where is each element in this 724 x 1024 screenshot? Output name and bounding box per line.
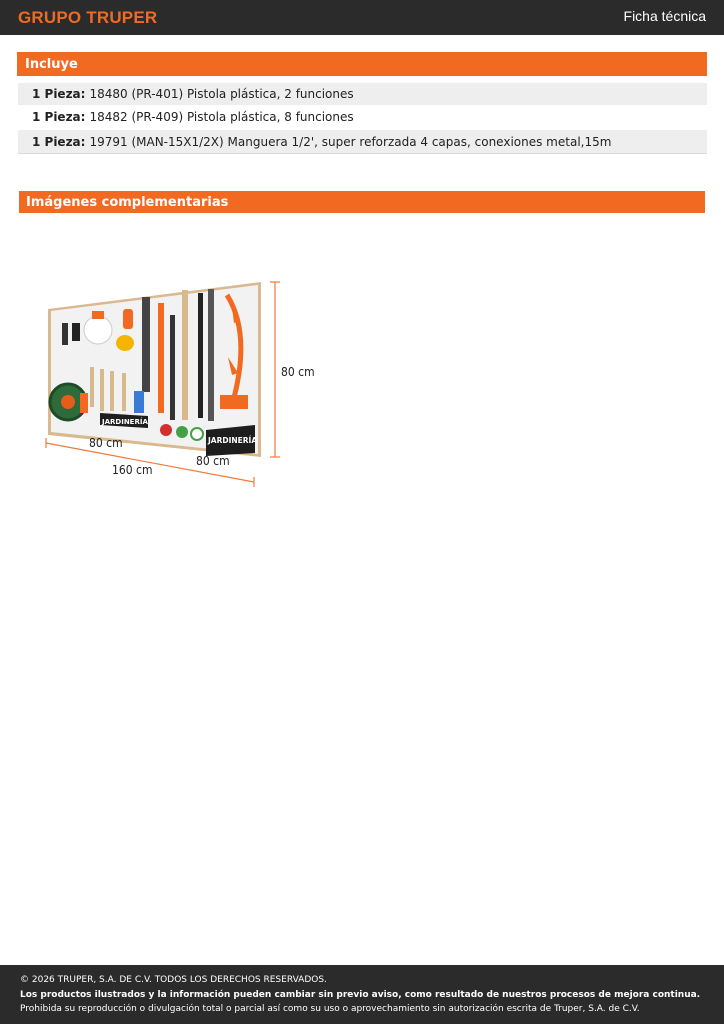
- product-image-panel: [40, 275, 330, 490]
- panel-sign-left: JARDINERÍA: [102, 418, 148, 426]
- page-footer: [0, 965, 724, 1024]
- include-item: [18, 130, 707, 154]
- item-description: 18480 (PR-401) Pistola plástica, 2 funciones: [89, 87, 354, 101]
- dimension-depth-right: 80 cm: [196, 454, 230, 468]
- top-bar: [0, 0, 724, 35]
- footer-legal: Prohibida su reproducción o divulgación total o parcial así como su uso o aprovechamiento sin autorización escrita de Truper, S.A. de C.V.: [20, 1004, 640, 1014]
- item-description: 18482 (PR-409) Pistola plástica, 8 funciones: [89, 110, 354, 124]
- brand-logo: GRUPO TRUPER: [18, 8, 158, 27]
- document-title: Ficha técnica: [623, 8, 706, 24]
- item-description: 19791 (MAN-15X1/2X) Manguera 1/2', super reforzada 4 capas, conexiones metal,15m: [89, 134, 612, 149]
- include-item: [18, 83, 707, 105]
- includes-heading: Incluye: [17, 52, 707, 76]
- footer-copyright: © 2026 TRUPER, S.A. DE C.V. TODOS LOS DERECHOS RESERVADOS.: [20, 975, 327, 985]
- dimension-height: 80 cm: [281, 365, 315, 379]
- item-quantity: 1 Pieza:: [32, 110, 86, 124]
- item-quantity: 1 Pieza:: [32, 134, 86, 149]
- dimension-depth-left: 80 cm: [89, 436, 123, 450]
- panel-sign-right: JARDINERÍA: [208, 436, 258, 445]
- item-quantity: 1 Pieza:: [32, 87, 86, 101]
- images-heading: Imágenes complementarias: [19, 191, 705, 213]
- footer-notice: Los productos ilustrados y la información pueden cambiar sin previo aviso, como resultado de nuestros procesos de mejora continua.: [20, 990, 701, 1000]
- include-item: [18, 106, 707, 128]
- dimension-width: 160 cm: [112, 463, 153, 477]
